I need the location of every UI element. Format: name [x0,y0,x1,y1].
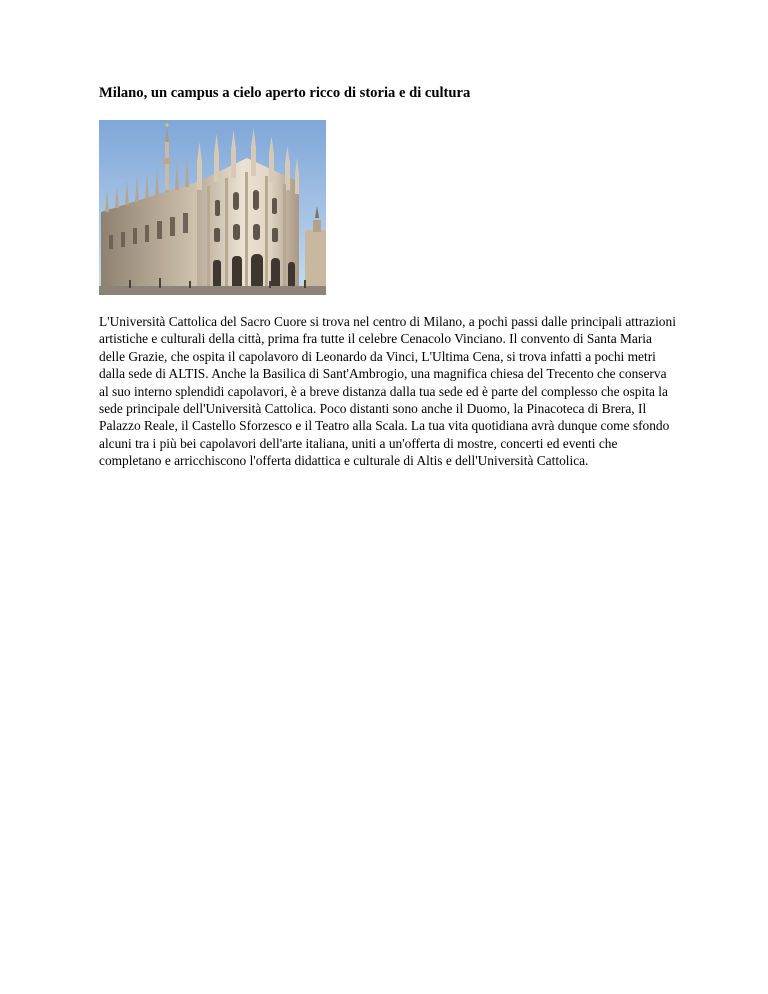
document-page [99,84,677,470]
duomo-di-milano-photo [99,120,326,295]
article-title: Milano, un campus a cielo aperto ricco di storia e di cultura [99,85,471,101]
article-body: L'Università Cattolica del Sacro Cuore si trova nel centro di Milano, a pochi passi dalle principali attrazioni artistiche e culturali della città, prima fra tutte il celebre Cenacolo Vinciano. Il convento di Santa Maria delle Grazie, che ospita il capolavoro di Leonardo da Vinci, L'Ultima Cena, si trova infatti a pochi metri dalla sede di ALTIS. Anche la Basilica di Sant'Ambrogio, una magnifica chiesa del Trecento che conserva al suo interno splendidi capolavori, è a breve distanza dalla tua sede ed è parte del complesso che ospita la sede principale dell'Università Cattolica. Poco distanti sono anche il Duomo, la Pinacoteca di Brera, Il Palazzo Reale, il Castello Sforzesco e il Teatro alla Scala. La tua vita quotidiana avrà dunque come sfondo alcuni tra i più bei capolavori dell'arte italiana, uniti a un'offerta di mostre, concerti ed eventi che completano e arricchiscono l'offerta didattica e culturale di Altis e dell'Università Cattolica. [99,314,676,469]
